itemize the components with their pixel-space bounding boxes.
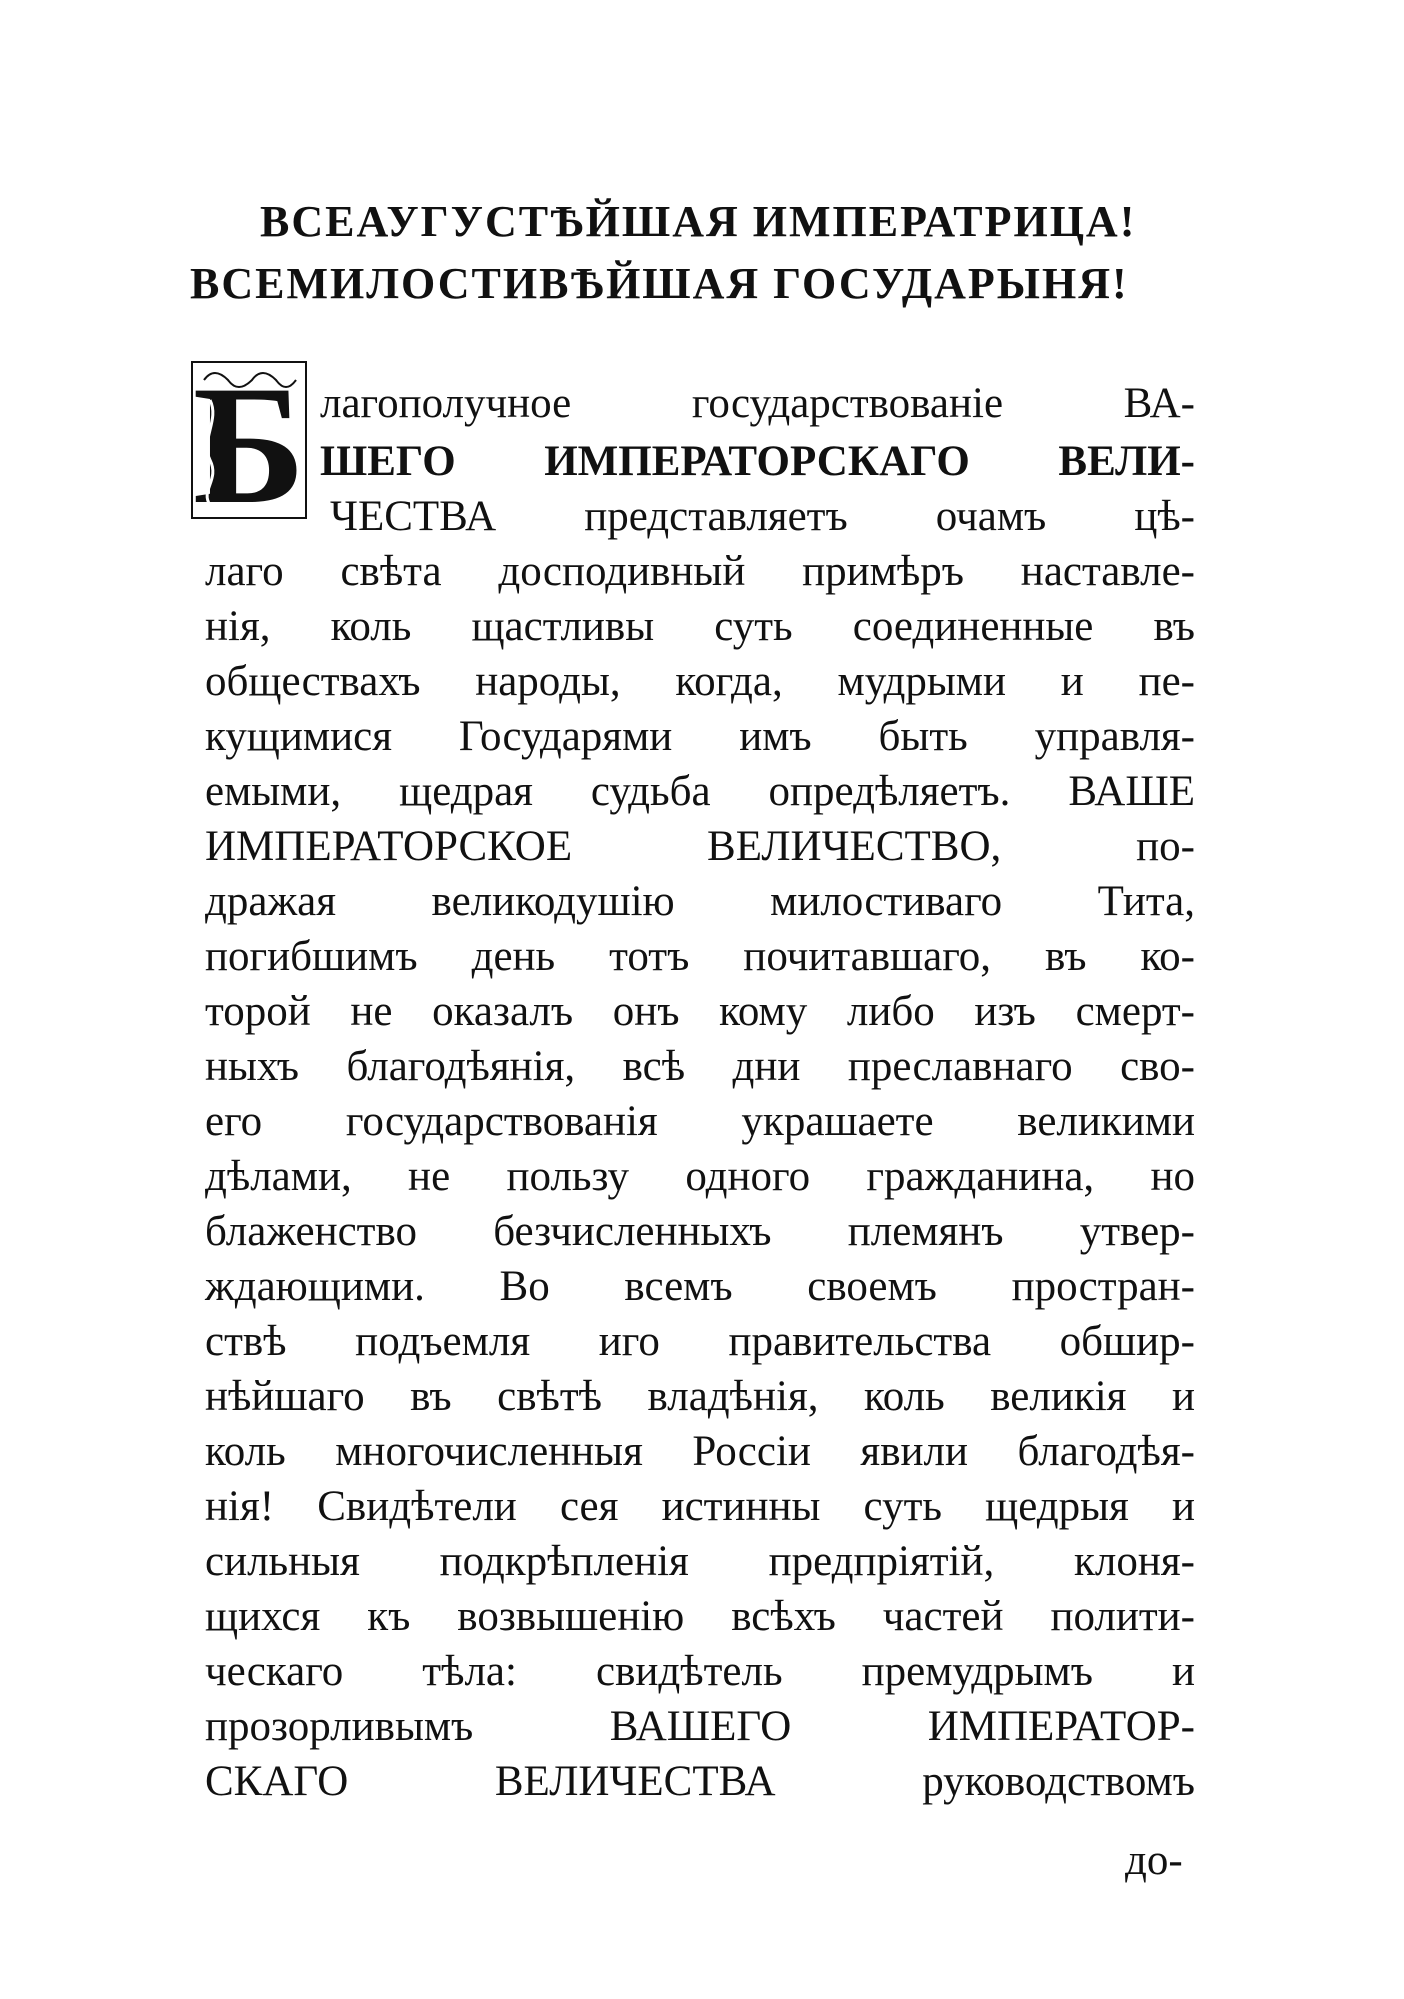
text-line: нія! Свидѣтели сея истинны суть щедрыя и bbox=[205, 1483, 1195, 1530]
text-line: ИМПЕРАТОРСКОЕ ВЕЛИЧЕСТВО, по- bbox=[205, 823, 1195, 870]
text-line: нѣйшаго въ свѣтѣ владѣнія, коль великія и bbox=[205, 1373, 1195, 1420]
text-line: блаженство безчисленныхъ племянъ утвер- bbox=[205, 1208, 1195, 1255]
text-line: ческаго тѣла: свидѣтель премудрымъ и bbox=[205, 1648, 1195, 1695]
text-line: ЧЕСТВА представляетъ очамъ цѣ- bbox=[330, 493, 1195, 540]
text-line: торой не оказалъ онъ кому либо изъ смерт- bbox=[205, 988, 1195, 1035]
text-line: прозорливымъ ВАШЕГО ИМПЕРАТОР- bbox=[205, 1703, 1195, 1750]
text-line: его государствованія украшаете великими bbox=[205, 1098, 1195, 1145]
text-line: дражая великодушію милостиваго Тита, bbox=[205, 878, 1195, 925]
text-line: коль многочисленныя Россіи явили благодѣя- bbox=[205, 1428, 1195, 1475]
decorated-initial-b bbox=[190, 360, 308, 520]
text-line: погибшимъ день тотъ почитавшаго, въ ко- bbox=[205, 933, 1195, 980]
text-line: емыми, щедрая судьба опредѣляетъ. ВАШЕ bbox=[205, 768, 1195, 815]
catchword: до- bbox=[1125, 1837, 1183, 1884]
text-line: лагополучное государствованіе ВА- bbox=[320, 380, 1195, 427]
text-line: СКАГО ВЕЛИЧЕСТВА руководствомъ bbox=[205, 1758, 1195, 1805]
text-line: лаго свѣта досподивный примѣръ наставле- bbox=[205, 548, 1195, 595]
text-line: обществахъ народы, когда, мудрыми и пе- bbox=[205, 658, 1195, 705]
text-line: сильныя подкрѣпленія предпріятій, клоня- bbox=[205, 1538, 1195, 1585]
text-line: ждающими. Во всемъ своемъ простран- bbox=[205, 1263, 1195, 1310]
heading-line-1: ВСЕАУГУСТѢЙШАЯ ИМПЕРАТРИЦА! bbox=[260, 197, 1137, 246]
text-line: нія, коль щастливы суть соединенные въ bbox=[205, 603, 1195, 650]
text-line: ныхъ благодѣянія, всѣ дни преславнаго сво- bbox=[205, 1043, 1195, 1090]
text-line: дѣлами, не пользу одного гражданина, но bbox=[205, 1153, 1195, 1200]
text-line: кущимися Государями имъ быть управля- bbox=[205, 713, 1195, 760]
text-line: щихся къ возвышенію всѣхъ частей полити- bbox=[205, 1593, 1195, 1640]
heading-line-2: ВСЕМИЛОСТИВѢЙШАЯ ГОСУДАРЫНЯ! bbox=[190, 259, 1129, 308]
text-line: ствѣ подъемля иго правительства обшир- bbox=[205, 1318, 1195, 1365]
dropcap-letter: Б bbox=[192, 360, 306, 520]
text-line: ШЕГО ИМПЕРАТОРСКАГО ВЕЛИ- bbox=[320, 438, 1195, 485]
